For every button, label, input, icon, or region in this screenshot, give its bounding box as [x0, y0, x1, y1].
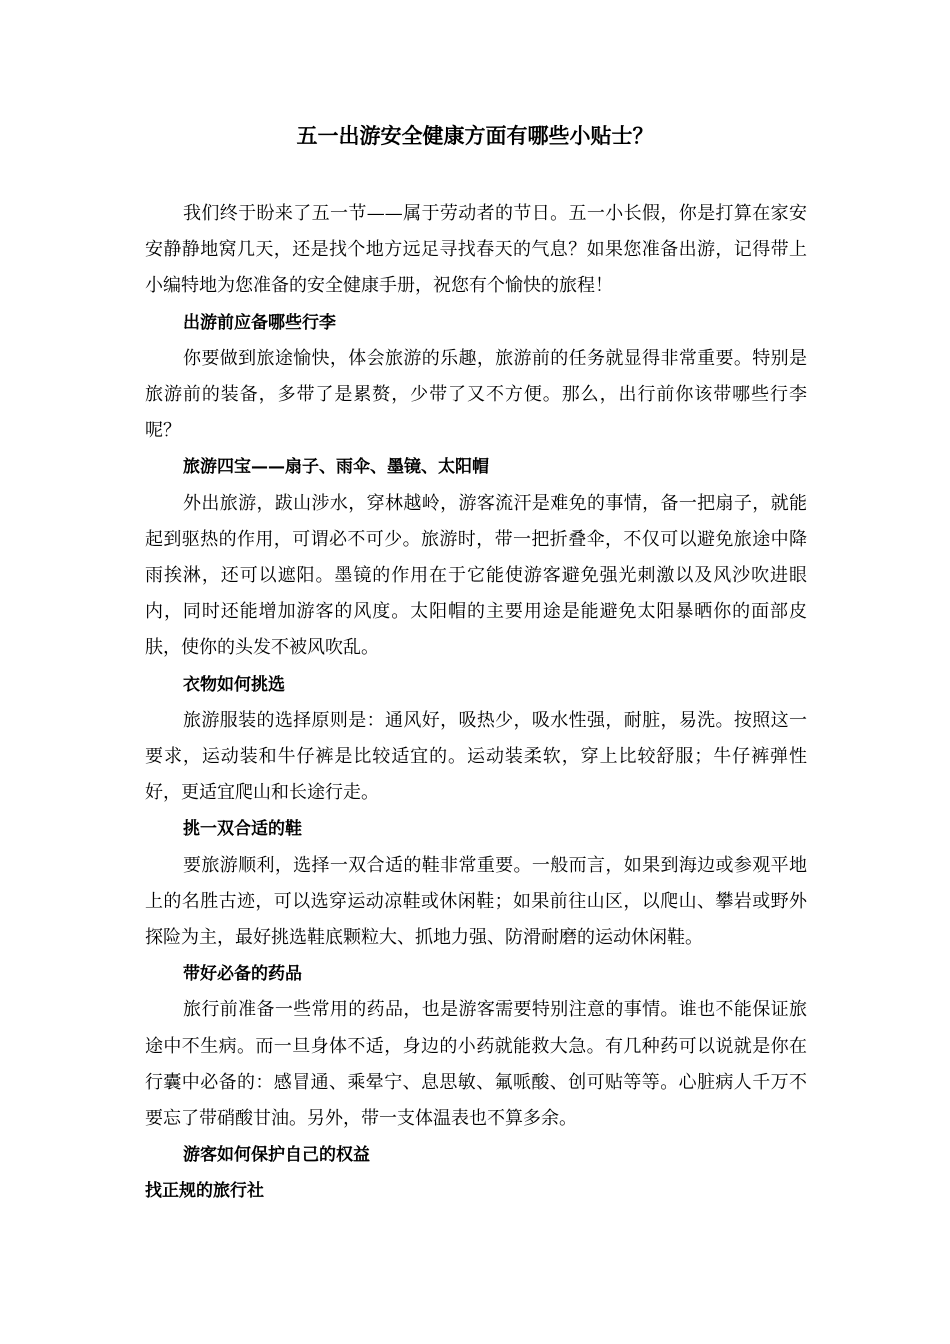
body-paragraph: 旅行前准备一些常用的药品，也是游客需要特别注意的事情。谁也不能保证旅途中不生病。而一旦身体不适，身边的小药就能救大急。有几种药可以说就是你在行囊中必备的：感冒通、乘晕宁、息思敏、氟哌酸、创可贴等等。心脏病人千万不要忘了带硝酸甘油。另外，带一支体温表也不算多余。	[145, 999, 807, 1130]
body-paragraph: 旅游服装的选择原则是：通风好，吸热少，吸水性强，耐脏，易洗。按照这一要求，运动装和牛仔裤是比较适宜的。运动装柔软，穿上比较舒服；牛仔裤弹性好，更适宜爬山和长途行走。	[145, 709, 807, 804]
document-body	[145, 196, 807, 1210]
section-heading-luggage: 出游前应备哪些行李	[183, 312, 336, 333]
subsection-heading-travel-agency: 找正规的旅行社	[145, 1181, 264, 1202]
body-paragraph: 外出旅游，跋山涉水，穿林越岭，游客流汗是难免的事情，备一把扇子，就能起到驱热的作用，可谓必不可少。旅游时，带一把折叠伞，不仅可以避免旅途中降雨挨淋，还可以遮阳。墨镜的作用在于它能使游客避免强光刺激以及风沙吹进眼内，同时还能增加游客的风度。太阳帽的主要用途是能避免太阳暴晒你的面部皮肤，使你的头发不被风吹乱。	[145, 492, 807, 659]
section-heading-shoes: 挑一双合适的鞋	[183, 819, 302, 840]
body-paragraph: 要旅游顺利，选择一双合适的鞋非常重要。一般而言，如果到海边或参观平地上的名胜古迹，可以选穿运动凉鞋或休闲鞋；如果前往山区，以爬山、攀岩或野外探险为主，最好挑选鞋底颗粒大、抓地力强、防滑耐磨的运动休闲鞋。	[145, 854, 807, 949]
body-paragraph: 你要做到旅途愉快，体会旅游的乐趣，旅游前的任务就显得非常重要。特别是旅游前的装备，多带了是累赘，少带了又不方便。那么，出行前你该带哪些行李呢？	[145, 347, 807, 442]
section-heading-clothing: 衣物如何挑选	[183, 674, 285, 695]
intro-paragraph: 我们终于盼来了五一节——属于劳动者的节日。五一小长假，你是打算在家安安静静地窝几天，还是找个地方远足寻找春天的气息？如果您准备出游，记得带上小编特地为您准备的安全健康手册，祝您有个愉快的旅程！	[145, 203, 807, 297]
section-heading-rights: 游客如何保护自己的权益	[183, 1145, 370, 1166]
section-heading-four-treasures: 旅游四宝——扇子、雨伞、墨镜、太阳帽	[183, 457, 489, 478]
section-heading-medicine: 带好必备的药品	[183, 964, 302, 985]
page-title: 五一出游安全健康方面有哪些小贴士？	[296, 124, 654, 148]
